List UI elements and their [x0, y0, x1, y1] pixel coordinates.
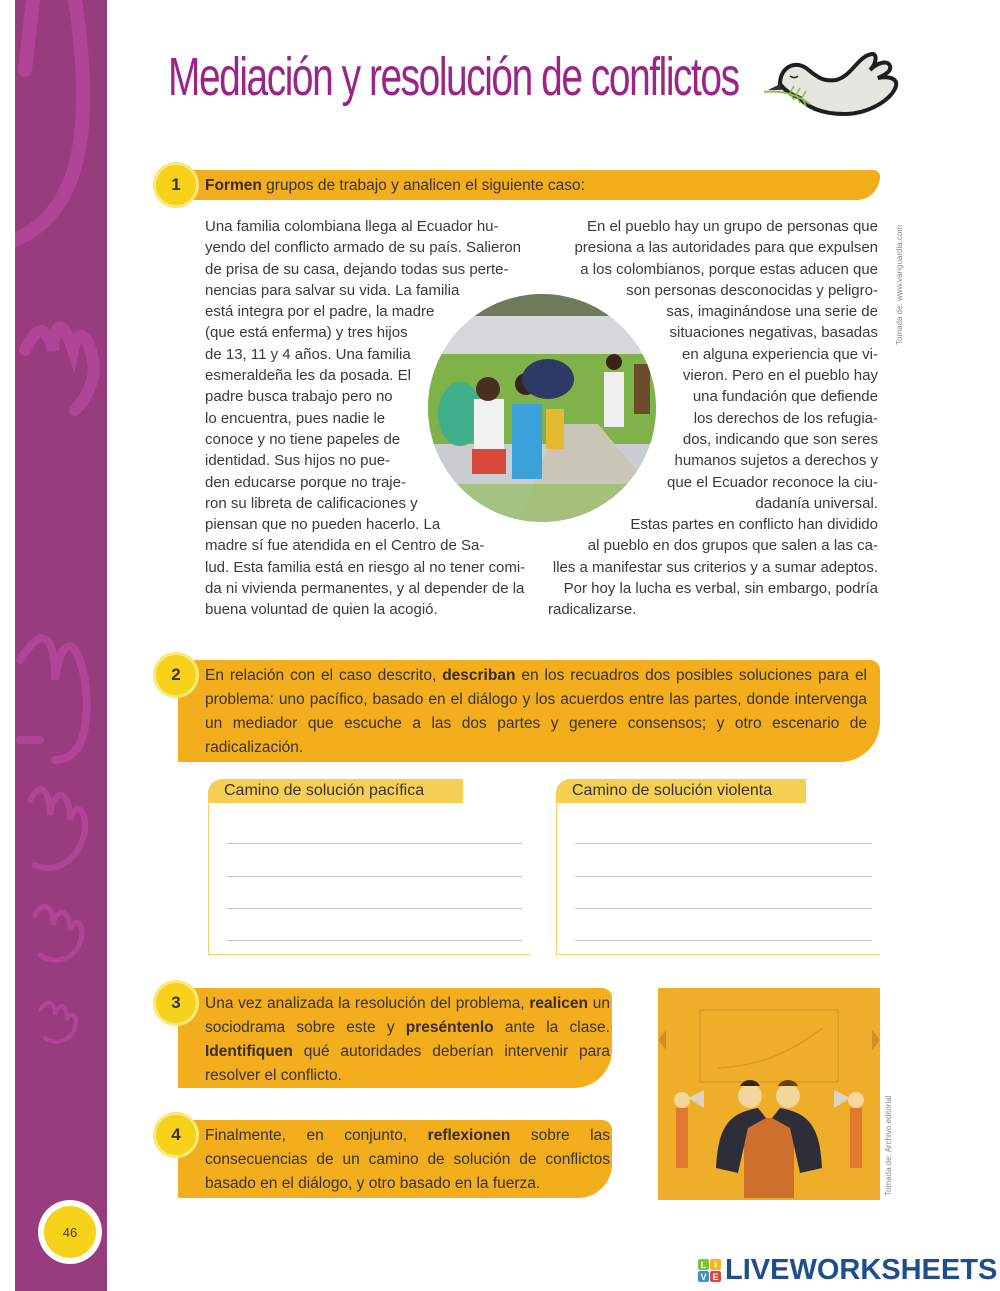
- activity-3-number: 3: [153, 980, 199, 1026]
- instruction-text: ante la clase.: [493, 1019, 610, 1036]
- page-title: Mediación y resolución de conflictos: [168, 47, 739, 107]
- text-line: nencias para salvar su vida. La familia: [205, 281, 460, 299]
- logo-letter: L: [698, 1259, 709, 1270]
- negotiation-illustration: [658, 988, 880, 1200]
- instruction-verb: reflexionen: [427, 1127, 511, 1144]
- text-line: radicalizarse.: [548, 601, 637, 619]
- violent-solution-box: [556, 781, 880, 955]
- answer-rule: [575, 843, 872, 844]
- activity-2-number: 2: [153, 652, 199, 698]
- answer-rule: [227, 908, 522, 909]
- activity-4-number: 4: [153, 1112, 199, 1158]
- instruction-text: sobre las consecuencias de un camino de solución de conflictos basado en el diálogo, y otro basado en la fuerza.: [205, 1127, 610, 1192]
- text-line: de prisa de su casa, dejando todas sus perte-: [205, 260, 509, 278]
- instruction-text: qué autoridades deberían intervenir para resolver el conflicto.: [205, 1043, 610, 1084]
- answer-rule: [227, 843, 522, 844]
- text-line: Por hoy la lucha es verbal, sin embargo, podría: [563, 580, 878, 598]
- text-line: a los colombianos, porque estas aducen que: [580, 260, 878, 278]
- text-line: da ni vivienda permanentes, y al depender de la: [205, 580, 525, 598]
- page-number-badge: [38, 1200, 102, 1264]
- text-line: identidad. Sus hijos no pue-: [205, 452, 391, 470]
- logo-letter: E: [710, 1271, 721, 1282]
- instruction-text: Finalmente, en conjunto,: [205, 1127, 428, 1144]
- violent-answer-line-3[interactable]: [575, 882, 872, 908]
- instruction-verb: Formen: [205, 177, 262, 194]
- logo-letter: I: [710, 1259, 721, 1270]
- activity-1-instruction: [205, 174, 585, 198]
- text-line: yendo del conflicto armado de su país. Salieron: [205, 239, 522, 257]
- text-line: lo encuentra, pues nadie le: [205, 409, 386, 427]
- instruction-text: Una vez analizada la resolución del problema,: [205, 995, 530, 1012]
- text-line: Una familia colombiana llega al Ecuador hu-: [205, 218, 499, 235]
- refugees-photo: [428, 294, 656, 522]
- peaceful-answer-line-4[interactable]: [227, 914, 522, 940]
- answer-rule: [227, 940, 522, 941]
- violent-solution-label: Camino de solución violenta: [556, 779, 806, 803]
- text-line: ron su libreta de calificaciones y: [205, 494, 418, 512]
- text-line: En el pueblo hay un grupo de personas que: [586, 218, 878, 235]
- activity-2-instruction: [205, 664, 867, 760]
- text-line: una fundación que defiende: [692, 388, 878, 406]
- text-line: en alguna experiencia que vi-: [682, 345, 878, 363]
- liveworksheets-logo[interactable]: [698, 1254, 997, 1287]
- instruction-verb: realicen: [529, 995, 588, 1012]
- text-line: buena voluntad de quien la acogió.: [205, 601, 438, 619]
- text-line: está integra por el padre, la madre: [205, 303, 435, 321]
- live-blocks-icon: [698, 1259, 721, 1282]
- text-line: presiona a las autoridades para que expulsen: [574, 239, 878, 257]
- peaceful-answer-line-1[interactable]: [227, 817, 522, 843]
- text-line: los derechos de los refugia-: [693, 409, 878, 427]
- violent-answer-line-2[interactable]: [575, 849, 872, 875]
- text-line: de 13, 11 y 4 años. Una familia: [205, 345, 411, 363]
- text-line: son personas desconocidas y peligro-: [626, 281, 878, 299]
- instruction-verb: preséntenlo: [405, 1019, 494, 1036]
- violent-answer-line-4[interactable]: [575, 914, 872, 940]
- instruction-text: En relación con el caso descrito,: [205, 667, 443, 684]
- activity-3-instruction: [205, 992, 610, 1088]
- answer-rule: [575, 876, 872, 877]
- text-line: padre busca trabajo pero no: [205, 388, 393, 406]
- text-line: (que está enferma) y tres hijos: [205, 324, 408, 342]
- answer-rule: [575, 908, 872, 909]
- illustration-credit: Tomada de: Archivo editorial: [884, 1095, 893, 1196]
- instruction-text: en los recuadros dos posibles soluciones para el problema: uno pacífico, basado en el diálogo y los acuerdos entre las partes, donde intervenga un mediador que escuche a las dos partes y genere consensos; y otro escenario de radicalización.: [205, 667, 868, 756]
- instruction-verb: Identifiquen: [205, 1043, 293, 1060]
- peaceful-answer-line-2[interactable]: [227, 849, 522, 875]
- text-line: lud. Esta familia está en riesgo al no tener comi-: [205, 558, 526, 576]
- page-number: 46: [44, 1206, 96, 1258]
- instruction-verb: describan: [442, 667, 516, 684]
- text-line: que el Ecuador reconoce la ciu-: [667, 473, 878, 491]
- text-line: madre sí fue atendida en el Centro de Sa-: [205, 537, 485, 555]
- decorative-sidebar: [15, 0, 107, 1291]
- peaceful-solution-label: Camino de solución pacífica: [208, 779, 463, 803]
- dove-icon: [760, 46, 905, 118]
- violent-answer-line-1[interactable]: [575, 817, 872, 843]
- text-line: Estas partes en conflicto han dividido: [630, 516, 878, 534]
- text-line: al pueblo en dos grupos que salen a las ca-: [587, 537, 878, 555]
- text-line: den educarse porque no traje-: [205, 473, 406, 491]
- text-line: dos, indicando que son seres: [682, 430, 878, 448]
- activity-1-number: 1: [153, 162, 199, 208]
- text-line: lles a manifestar sus criterios y a sumar adeptos.: [552, 558, 878, 576]
- activity-4-instruction: [205, 1124, 610, 1196]
- text-line: esmeraldeña les da posada. El: [205, 367, 411, 385]
- instruction-text: un sociodrama sobre este y: [205, 995, 610, 1036]
- text-line: piensan que no pueden hacerlo. La: [205, 516, 441, 534]
- answer-rule: [227, 876, 522, 877]
- answer-rule: [575, 940, 872, 941]
- text-line: conoce y no tiene papeles de: [205, 430, 401, 448]
- text-line: vieron. Pero en el pueblo hay: [682, 367, 878, 385]
- logo-text: LIVEWORKSHEETS: [725, 1254, 998, 1286]
- text-line: situaciones negativas, basadas: [669, 324, 878, 342]
- photo-credit: Tomada de: www.vanguardia.com: [895, 224, 904, 345]
- peaceful-answer-line-3[interactable]: [227, 882, 522, 908]
- text-line: humanos sujetos a derechos y: [674, 452, 878, 470]
- peaceful-solution-box: [208, 781, 530, 955]
- instruction-text: grupos de trabajo y analicen el siguiente caso:: [261, 177, 585, 194]
- text-line: sas, imaginándose una serie de: [666, 303, 878, 321]
- text-line: dadanía universal.: [755, 494, 878, 512]
- hands-pattern-icon: [15, 0, 107, 1291]
- logo-letter: V: [698, 1271, 709, 1282]
